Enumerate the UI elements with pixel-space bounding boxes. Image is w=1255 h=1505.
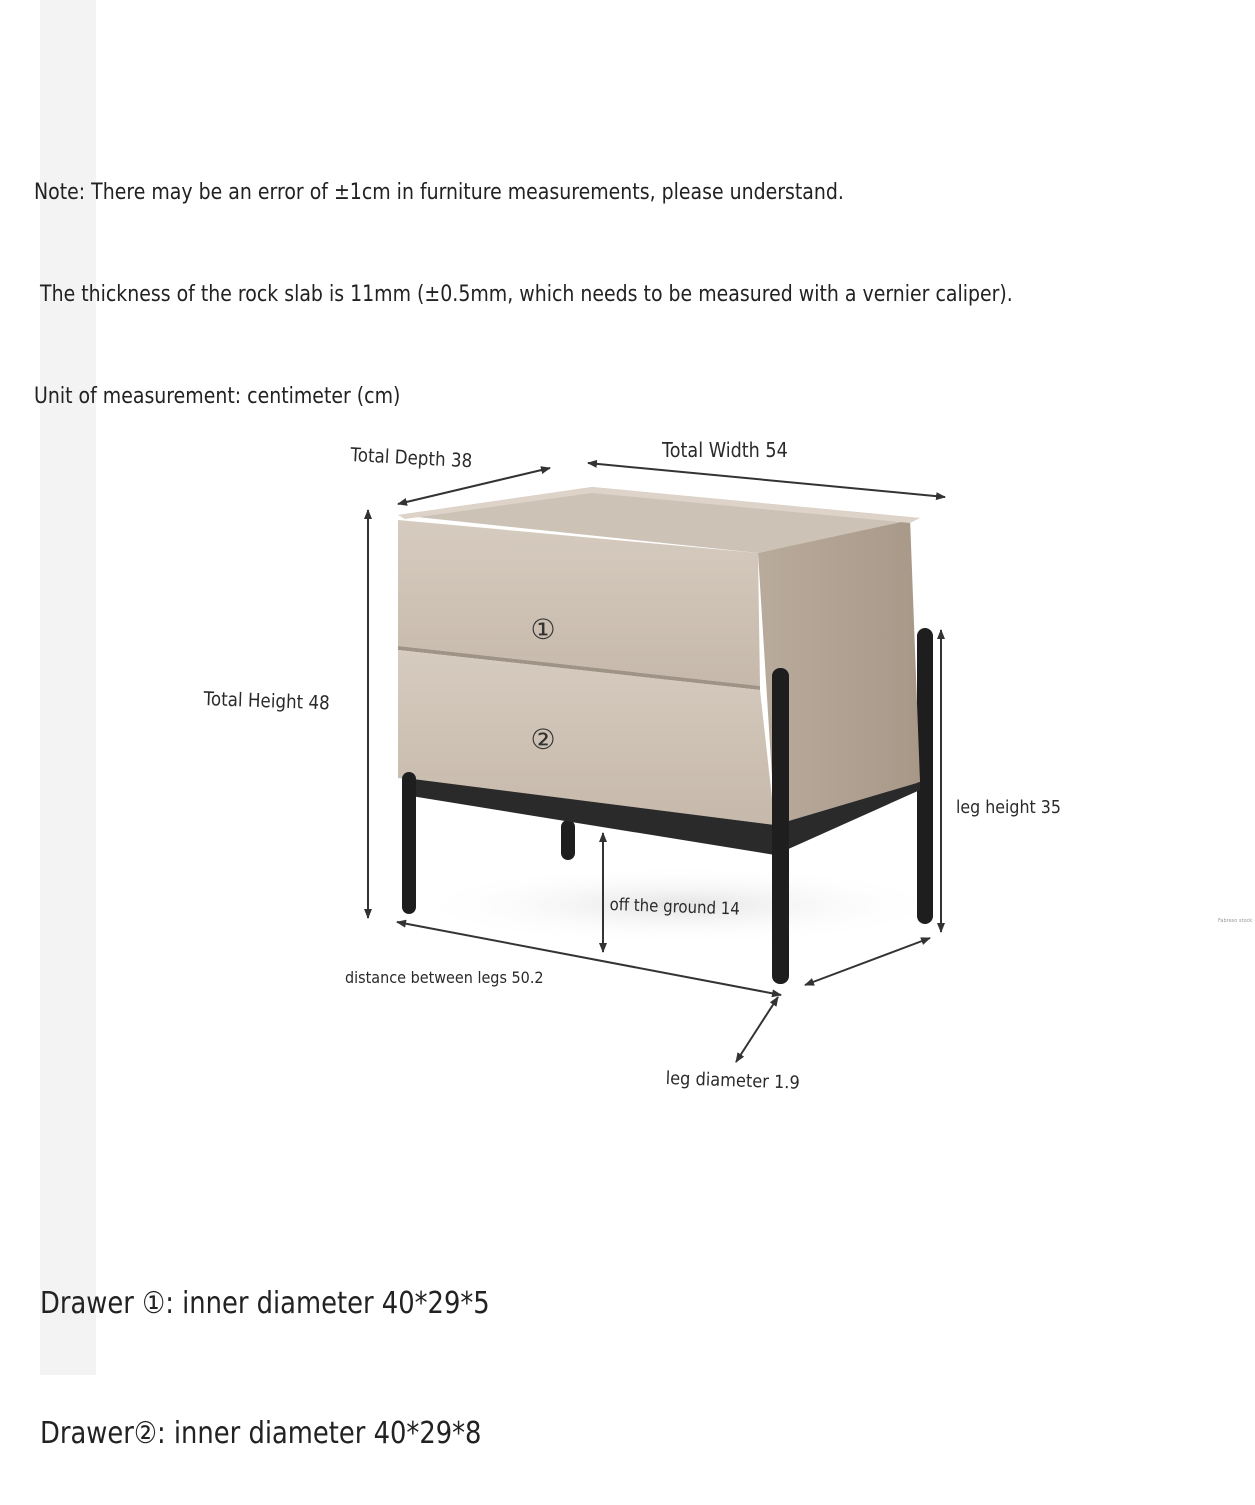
- leg-height-label: leg height 35: [956, 797, 1061, 818]
- leg-distance-depth-arrow: [805, 938, 930, 985]
- note-line-unit: Unit of measurement: centimeter (cm): [34, 384, 401, 409]
- drawer-1-spec: Drawer ①: inner diameter 40*29*5: [40, 1286, 490, 1321]
- note-line-error: Note: There may be an error of ±1cm in furniture measurements, please understand.: [34, 180, 844, 205]
- leg-diameter-label: leg diameter 1.9: [665, 1068, 801, 1094]
- total-depth-label: Total Depth 38: [349, 444, 473, 473]
- drawer-2-spec: Drawer②: inner diameter 40*29*8: [40, 1416, 482, 1451]
- drawer-1-marker: ①: [530, 613, 556, 646]
- off-ground-label: off the ground 14: [609, 895, 741, 920]
- drawer-2-marker: ②: [530, 723, 556, 756]
- leg-diameter-arrow: [736, 997, 778, 1062]
- watermark-text: Fabreso stock: [1218, 918, 1253, 924]
- front-leg-right: [772, 668, 789, 984]
- total-height-label: Total Height 48: [203, 688, 331, 715]
- leg-distance-label: distance between legs 50.2: [345, 968, 544, 987]
- front-leg-left: [402, 772, 416, 914]
- back-leg-left: [561, 820, 575, 860]
- total-width-label: Total Width 54: [662, 438, 788, 462]
- note-line-thickness: The thickness of the rock slab is 11mm (±0.5mm, which needs to be measured with a vernier caliper).: [34, 282, 1013, 307]
- drawer-specs: [40, 1210, 490, 1505]
